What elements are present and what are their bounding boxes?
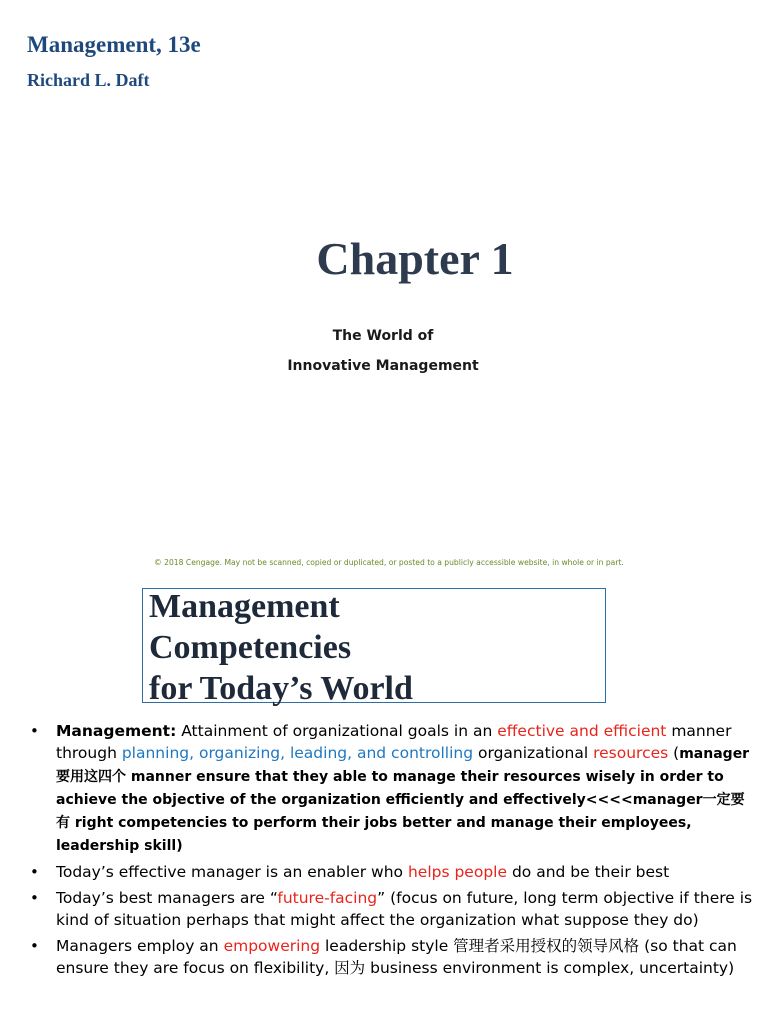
bullet-icon: • [30,863,39,881]
bullet-text: organizational [473,744,594,762]
bullet-text: Today’s effective manager is an enabler who [56,863,408,881]
chapter-subtitle [0,321,766,381]
slide-heading-line-3: for Today’s World [149,670,413,707]
chapter-title: Chapter 1 [316,233,514,284]
bullet-icon: • [30,937,39,955]
highlight-text: resources [593,744,669,762]
note-open: ( [668,744,680,762]
highlight-text: effective and efficient [497,722,667,740]
highlight-text: empowering [223,937,321,955]
bullet-text: Attainment of organizational goals in an [176,722,498,740]
bullet-icon: • [30,889,39,907]
slide-heading-line-1: Management [149,588,340,625]
bullet-list [30,720,755,983]
bullet-text: Managers employ an [56,937,224,955]
bullet-item [30,720,755,857]
book-title: Management, 13e [27,32,201,57]
bullet-icon: • [30,722,39,740]
bullet-note: manager要用这四个 manner ensure that they able to manage their resources wisely in order to achieve the objective of the organization efficiently and effectively<<<<manager一定要有 right competencies to perform their jobs better and manage their employees, leadership skill) [56,746,750,854]
highlight-text: planning, organizing, leading, and controlling [121,744,474,762]
subtitle-line-1: The World of [332,328,434,344]
bullet-text: leadership style 管理者采用授权的领导风格 (so that can ensure they are focus on flexibility, 因为 business environment is complex, uncertainty) [56,937,737,977]
copyright-notice: © 2018 Cengage. May not be scanned, copied or duplicated, or posted to a publicly accessible website, in whole or in part. [154,558,624,567]
bullet-text: do and be their best [507,863,670,881]
subtitle-line-2: Innovative Management [287,358,479,374]
slide-heading-line-2: Competencies [149,629,352,666]
bullet-text: ” (focus on future, long term objective if there is kind of situation perhaps that might affect the organization what suppose they do) [56,889,753,929]
bullet-item [30,935,755,979]
highlight-text: helps people [407,863,508,881]
slide-heading-box [142,588,606,707]
highlight-text: future-facing [277,889,378,907]
bullet-text: Today’s best managers are “ [56,889,278,907]
author-name: Richard L. Daft [27,70,150,90]
bullet-text: manner through [56,722,732,762]
bullet-item [30,887,755,931]
bullet-item [30,861,755,883]
term-label: Management: [56,722,177,740]
